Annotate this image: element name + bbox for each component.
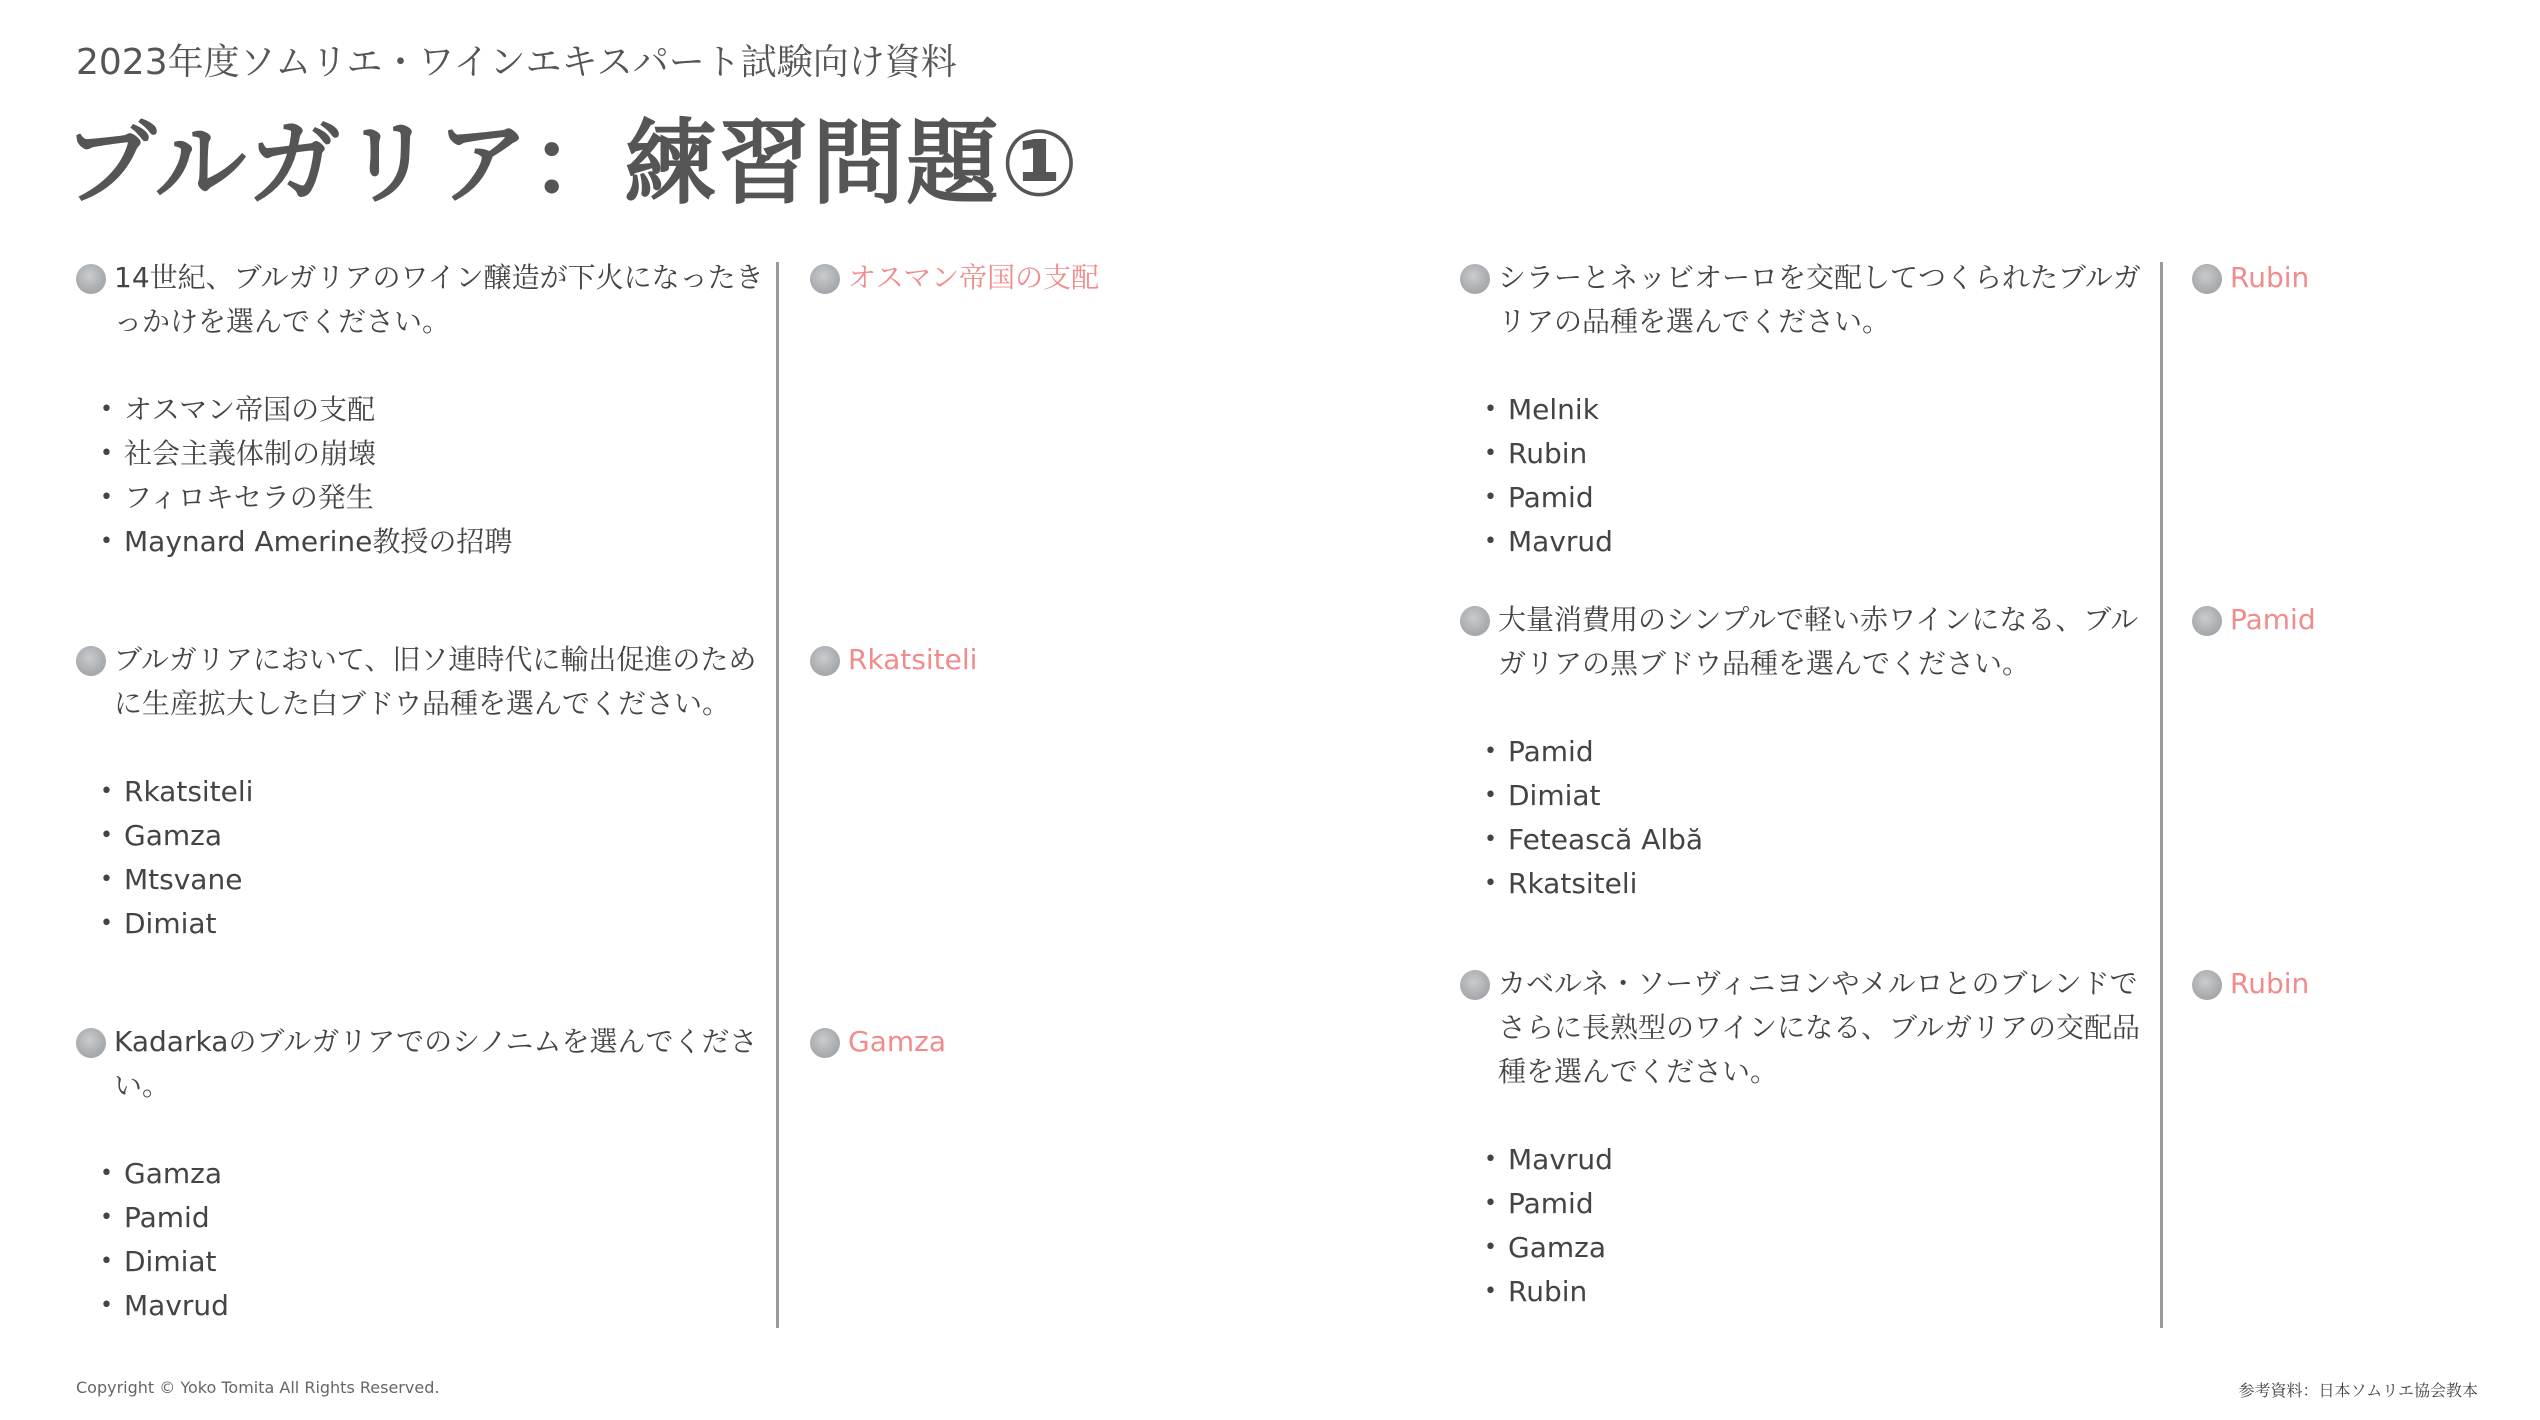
- question-3: [76, 1020, 766, 1328]
- option: • Rubin: [1484, 1270, 2150, 1314]
- option: • Rkatsiteli: [1484, 862, 2150, 906]
- question-bullet-icon: [1460, 970, 1490, 1000]
- answer-bullet-icon: [2192, 970, 2222, 1000]
- question-6-options: [1460, 1138, 2150, 1314]
- answer-6-text: Rubin: [2230, 967, 2310, 1000]
- option: • Fetească Albă: [1484, 818, 2150, 862]
- question-2: [76, 638, 766, 946]
- answer-4: [2192, 256, 2490, 300]
- question-bullet-icon: [76, 646, 106, 676]
- option: • Pamid: [100, 1196, 766, 1240]
- question-1-options: [76, 388, 766, 564]
- option: • Gamza: [100, 1152, 766, 1196]
- question-2-text: ブルガリアにおいて、旧ソ連時代に輸出促進のために生産拡大した白ブドウ品種を選んでください。: [114, 643, 757, 720]
- option: • Mavrud: [100, 1284, 766, 1328]
- answer-1-text: オスマン帝国の支配: [848, 261, 1100, 294]
- option: • Mavrud: [1484, 1138, 2150, 1182]
- answer-1: [810, 256, 1108, 300]
- answer-bullet-icon: [810, 264, 840, 294]
- question-5: [1460, 598, 2150, 906]
- answer-2: [810, 638, 1108, 682]
- answer-3-text: Gamza: [848, 1025, 946, 1058]
- question-3-options: [76, 1152, 766, 1328]
- question-5-options: [1460, 730, 2150, 906]
- question-2-prompt: [76, 638, 766, 726]
- question-bullet-icon: [1460, 606, 1490, 636]
- page-title: ブルガリア：練習問題①: [64, 110, 1081, 217]
- question-6-text: カベルネ・ソーヴィニヨンやメルロとのブレンドでさらに長熟型のワインになる、ブルガリアの交配品種を選んでください。: [1498, 967, 2141, 1088]
- option: • Pamid: [1484, 730, 2150, 774]
- question-1-prompt: [76, 256, 766, 344]
- option: • Rkatsiteli: [100, 770, 766, 814]
- answer-5-text: Pamid: [2230, 603, 2316, 636]
- question-1: [76, 256, 766, 564]
- reference-source: 参考資料：日本ソムリエ協会教本: [2238, 1381, 2478, 1400]
- copyright: Copyright © Yoko Tomita All Rights Reserved.: [76, 1378, 440, 1397]
- option: • Melnik: [1484, 388, 2150, 432]
- option: • フィロキセラの発生: [100, 476, 766, 520]
- question-4: [1460, 256, 2150, 564]
- column-divider-left: [776, 262, 779, 1328]
- option: • 社会主義体制の崩壊: [100, 432, 766, 476]
- option: • Mavrud: [1484, 520, 2150, 564]
- question-4-prompt: [1460, 256, 2150, 344]
- option: • Dimiat: [100, 902, 766, 946]
- answer-4-text: Rubin: [2230, 261, 2310, 294]
- option: • Maynard Amerine教授の招聘: [100, 520, 766, 564]
- answer-6: [2192, 962, 2490, 1006]
- option: • Pamid: [1484, 1182, 2150, 1226]
- question-4-options: [1460, 388, 2150, 564]
- answer-2-text: Rkatsiteli: [848, 643, 978, 676]
- answer-bullet-icon: [810, 646, 840, 676]
- question-1-text: 14世紀、ブルガリアのワイン醸造が下火になったきっかけを選んでください。: [114, 261, 764, 338]
- option: • Gamza: [100, 814, 766, 858]
- option: • Gamza: [1484, 1226, 2150, 1270]
- question-bullet-icon: [1460, 264, 1490, 294]
- question-3-prompt: [76, 1020, 766, 1108]
- answer-bullet-icon: [2192, 606, 2222, 636]
- question-6: [1460, 962, 2150, 1314]
- question-bullet-icon: [76, 264, 106, 294]
- question-4-text: シラーとネッビオーロを交配してつくられたブルガリアの品種を選んでください。: [1498, 261, 2141, 338]
- option: • Dimiat: [100, 1240, 766, 1284]
- question-5-text: 大量消費用のシンプルで軽い赤ワインになる、ブルガリアの黒ブドウ品種を選んでください。: [1498, 603, 2139, 680]
- column-divider-right: [2160, 262, 2163, 1328]
- answer-3: [810, 1020, 1108, 1064]
- question-2-options: [76, 770, 766, 946]
- answer-bullet-icon: [2192, 264, 2222, 294]
- question-3-text: Kadarkaのブルガリアでのシノニムを選んでください。: [114, 1025, 758, 1102]
- question-6-prompt: [1460, 962, 2150, 1094]
- subtitle: 2023年度ソムリエ・ワインエキスパート試験向け資料: [76, 42, 957, 83]
- option: • Rubin: [1484, 432, 2150, 476]
- option: • オスマン帝国の支配: [100, 388, 766, 432]
- question-5-prompt: [1460, 598, 2150, 686]
- option: • Dimiat: [1484, 774, 2150, 818]
- answer-5: [2192, 598, 2490, 642]
- option: • Pamid: [1484, 476, 2150, 520]
- option: • Mtsvane: [100, 858, 766, 902]
- answer-bullet-icon: [810, 1028, 840, 1058]
- question-bullet-icon: [76, 1028, 106, 1058]
